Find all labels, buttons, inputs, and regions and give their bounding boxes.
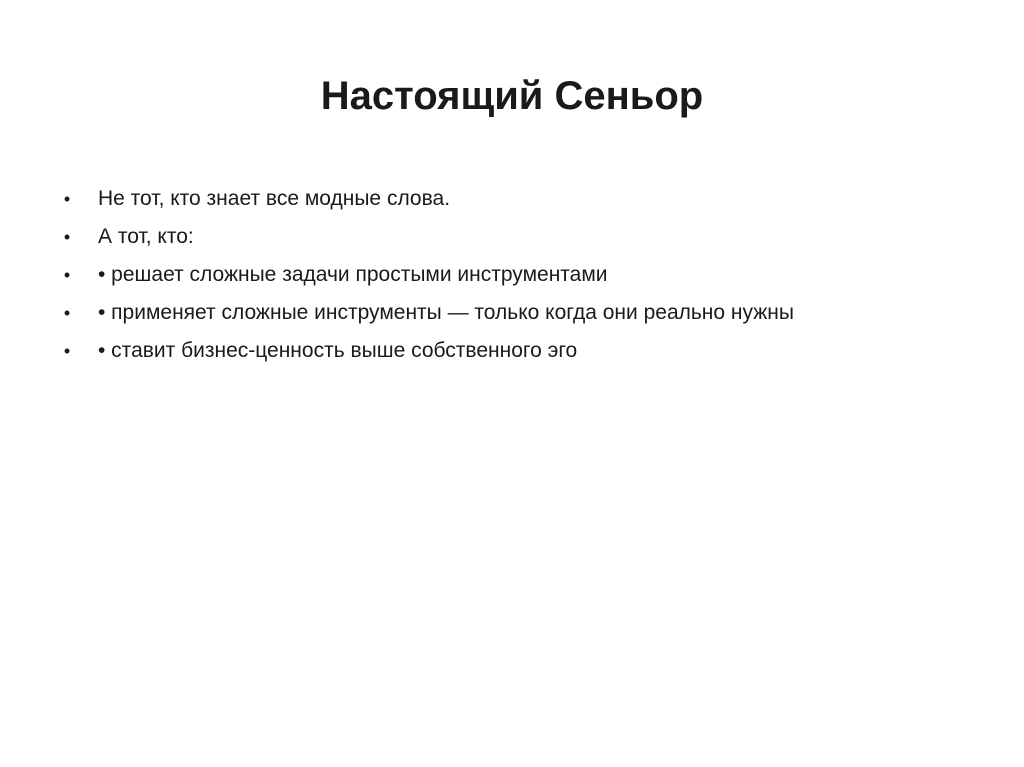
bullet-item [60,332,980,370]
bullet-text: • решает сложные задачи простыми инструментами [98,263,608,286]
bullet-text: • применяет сложные инструменты — только когда они реально нужны [98,301,794,324]
bullet-dot-icon: • [63,341,71,361]
bullet-list [60,180,980,370]
bullet-dot-icon: • [63,189,71,209]
bullet-text: • ставит бизнес-ценность выше собственного эго [98,339,578,362]
slide-title: Настоящий Сеньор [320,74,704,118]
bullet-text: А тот, кто: [98,225,194,248]
bullet-dot-icon: • [63,227,71,247]
bullet-item [60,180,980,218]
bullet-item [60,218,980,256]
bullet-item [60,294,980,332]
bullet-dot-icon: • [63,303,71,323]
bullet-item [60,256,980,294]
bullet-text: Не тот, кто знает все модные слова. [98,187,451,210]
bullet-dot-icon: • [63,265,71,285]
